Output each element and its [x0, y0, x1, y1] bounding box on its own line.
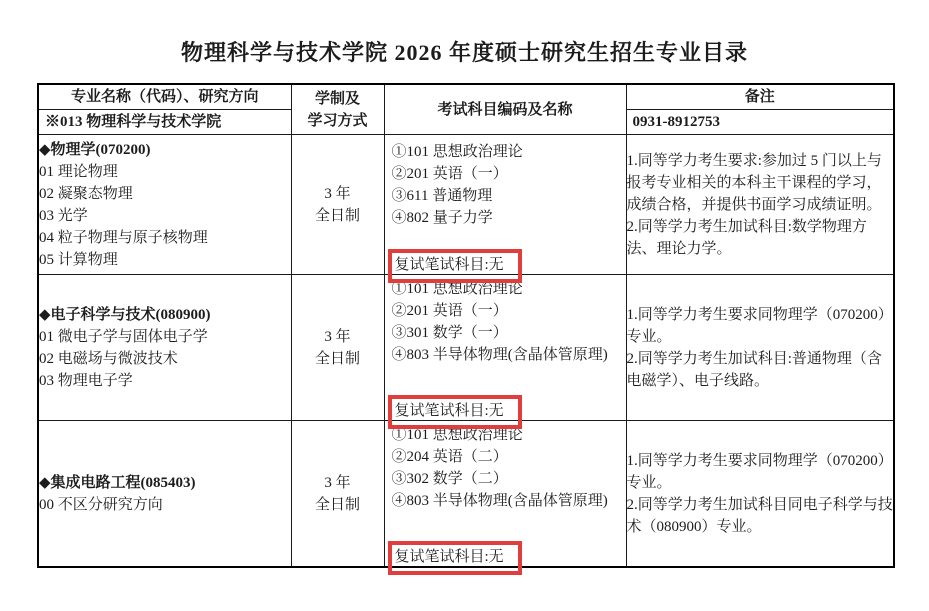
- remark-item: 2.同等学力考生加试科目:数学物理方法、理论力学。: [626, 218, 867, 257]
- header-college-code: ※013 物理科学与技术学院: [38, 110, 291, 135]
- study-mode: 全日制: [314, 350, 360, 367]
- program-cell: [38, 135, 291, 275]
- header-duration-line2: 学习方式: [307, 112, 368, 129]
- research-direction: 00 不区分研究方向: [39, 496, 163, 513]
- research-direction: 02 凝聚态物理: [39, 185, 133, 202]
- exam-subject: ③302 数学（二）: [391, 471, 508, 487]
- program-name: ◆物理学(070200): [39, 141, 151, 158]
- duration-years: 3 年: [324, 185, 351, 202]
- remarks-cell: [626, 135, 894, 275]
- remark-item: 2.同等学力考生加试科目同电子科学与技术（080900）专业。: [626, 496, 893, 535]
- retest-highlight-box: [388, 249, 522, 283]
- table-row-physics: [38, 135, 894, 275]
- retest-label: 复试笔试科目:无: [394, 549, 504, 565]
- remarks-cell: [626, 421, 894, 568]
- remark-item: 1.同等学力考生要求:参加过 5 门以上与报考专业相关的本科主干课程的学习，成绩合格，并提供书面学习成绩证明。: [626, 152, 882, 213]
- retest-highlight-box: [388, 395, 522, 429]
- research-direction: 03 光学: [39, 207, 88, 224]
- exam-subjects-cell: [384, 135, 626, 275]
- table-row-electronic-science: [38, 275, 894, 421]
- program-name: ◆电子科学与技术(080900): [39, 306, 211, 323]
- exam-subject: ②204 英语（二）: [391, 449, 508, 465]
- exam-subject: ①101 思想政治理论: [391, 281, 523, 297]
- exam-subject: ②201 英语（一）: [391, 166, 508, 182]
- remark-item: 1.同等学力考生要求同物理学（070200）专业。: [626, 452, 893, 491]
- header-exam-subjects: 考试科目编码及名称: [384, 84, 626, 135]
- remark-item: 1.同等学力考生要求同物理学（070200）专业。: [626, 306, 893, 345]
- study-mode: 全日制: [314, 207, 360, 224]
- header-duration-line1: 学制及: [314, 90, 360, 107]
- research-direction: 01 理论物理: [39, 163, 118, 180]
- research-direction: 01 微电子学与固体电子学: [39, 328, 208, 345]
- program-cell: [38, 275, 291, 421]
- research-direction: 03 物理电子学: [39, 372, 133, 389]
- remark-item: 2.同等学力考生加试科目:普通物理（含电磁学）、电子线路。: [626, 350, 882, 389]
- duration-cell: [291, 421, 384, 568]
- research-direction: 04 粒子物理与原子核物理: [39, 229, 208, 246]
- remarks-cell: [626, 275, 894, 421]
- header-row-1: [38, 84, 894, 110]
- exam-subjects-cell: [384, 421, 626, 568]
- exam-subject: ③611 普通物理: [391, 188, 493, 204]
- duration-years: 3 年: [324, 474, 351, 491]
- exam-subjects-cell: [384, 275, 626, 421]
- header-remarks: 备注: [626, 84, 894, 110]
- header-duration: [291, 84, 384, 135]
- exam-subject: ①101 思想政治理论: [391, 427, 523, 443]
- exam-subject: ④803 半导体物理(含晶体管原理): [391, 347, 608, 363]
- program-cell: [38, 421, 291, 568]
- exam-subject: ②201 英语（一）: [391, 303, 508, 319]
- duration-years: 3 年: [324, 328, 351, 345]
- program-name: ◆集成电路工程(085403): [39, 474, 196, 491]
- duration-cell: [291, 135, 384, 275]
- exam-subject: ④803 半导体物理(含晶体管原理): [391, 493, 608, 509]
- header-phone: 0931-8912753: [626, 110, 894, 135]
- exam-subject: ④802 量子力学: [391, 210, 493, 226]
- admissions-table: [37, 83, 895, 568]
- table-row-integrated-circuit: [38, 421, 894, 568]
- retest-highlight-box: [388, 541, 522, 575]
- retest-label: 复试笔试科目:无: [394, 403, 504, 419]
- research-direction: 02 电磁场与微波技术: [39, 350, 178, 367]
- retest-label: 复试笔试科目:无: [394, 257, 504, 273]
- exam-subject: ③301 数学（一）: [391, 325, 508, 341]
- header-major-name: 专业名称（代码）、研究方向: [38, 84, 291, 110]
- duration-cell: [291, 275, 384, 421]
- study-mode: 全日制: [314, 496, 360, 513]
- research-direction: 05 计算物理: [39, 251, 118, 268]
- page-title: 物理科学与技术学院 2026 年度硕士研究生招生专业目录: [180, 40, 748, 65]
- exam-subject: ①101 思想政治理论: [391, 144, 523, 160]
